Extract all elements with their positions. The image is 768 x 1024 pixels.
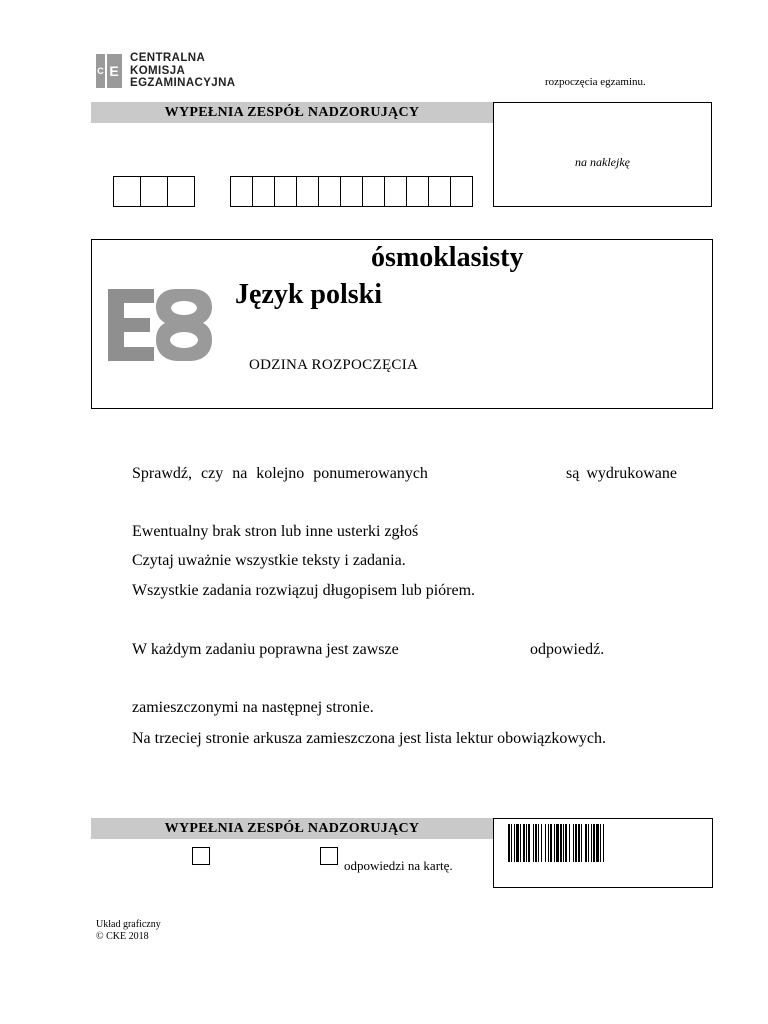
barcode-bar: [593, 824, 595, 862]
instruction-line-3: Czytaj uważnie wszystkie teksty i zadania.: [132, 552, 406, 569]
pesel-cell[interactable]: [296, 176, 319, 207]
barcode-bar: [528, 824, 530, 862]
instruction-line-5-end: odpowiedź.: [530, 641, 605, 658]
barcode-bar: [514, 824, 515, 862]
pesel-cells[interactable]: [230, 176, 473, 207]
barcode-bar: [548, 824, 549, 862]
barcode-icon: [508, 824, 698, 862]
barcode-bar: [588, 824, 589, 862]
code-cell[interactable]: [140, 176, 168, 207]
barcode-bar: [523, 824, 525, 862]
barcode-bar: [569, 824, 570, 862]
barcode-bar: [533, 824, 534, 862]
supervisor-bar-top: WYPEŁNIA ZESPÓŁ NADZORUJĄCY: [91, 102, 493, 123]
exam-subject: Język polski: [235, 279, 383, 310]
supervisor-bar-bottom: WYPEŁNIA ZESPÓŁ NADZORUJĄCY: [91, 818, 493, 839]
barcode-bar: [596, 824, 599, 862]
sticker-label: na naklejkę: [575, 155, 630, 169]
pesel-cell[interactable]: [428, 176, 451, 207]
instruction-line-5-start: W każdym zadaniu poprawna jest zawsze: [132, 641, 399, 658]
instruction-line-7: Na trzeciej stronie arkusza zamieszczona jest lista lektur obowiązkowych.: [132, 730, 607, 747]
pesel-cell[interactable]: [274, 176, 297, 207]
barcode-bar: [538, 824, 539, 862]
barcode-bar: [535, 824, 537, 862]
barcode-bar: [508, 824, 510, 862]
footer-line-1: Układ graficzny: [96, 919, 161, 930]
e8-logo-icon: [106, 287, 214, 363]
pesel-cell[interactable]: [252, 176, 275, 207]
barcode-bar: [573, 824, 574, 862]
top-note: rozpoczęcia egzaminu.: [545, 76, 646, 88]
svg-text:E: E: [109, 63, 119, 79]
barcode-bar: [516, 824, 519, 862]
barcode-bar: [600, 824, 601, 862]
instruction-line-2: Ewentualny brak stron lub inne usterki zgłoś: [132, 523, 419, 540]
barcode-bar: [581, 824, 582, 862]
pesel-cell[interactable]: [340, 176, 363, 207]
cke-logo-icon: [96, 54, 122, 88]
exam-title: ósmoklasisty: [371, 242, 524, 273]
footer-line-2: © CKE 2018: [96, 931, 149, 942]
code-cell[interactable]: [167, 176, 195, 207]
pesel-cell[interactable]: [450, 176, 473, 207]
barcode-bar: [556, 824, 559, 862]
pesel-cell[interactable]: [384, 176, 407, 207]
barcode-bar: [585, 824, 587, 862]
student-code-cells[interactable]: [113, 176, 195, 207]
pesel-cell[interactable]: [362, 176, 385, 207]
barcode-bar: [511, 824, 512, 862]
barcode-bar: [560, 824, 562, 862]
barcode-bar: [545, 824, 546, 862]
barcode-bar: [550, 824, 552, 862]
barcode-bar: [526, 824, 527, 862]
dyslexia-checkbox[interactable]: [192, 847, 210, 865]
logo-line-3: EGZAMINACYJNA: [130, 77, 236, 89]
footer: [96, 919, 161, 943]
instruction-line-1-start: Sprawdź, czy na kolejno ponumerowanych: [132, 465, 428, 482]
cke-logo-text: [130, 52, 236, 90]
logo-line-1: CENTRALNA: [130, 52, 206, 64]
logo-line-2: KOMISJA: [130, 64, 186, 77]
barcode-bar: [575, 824, 577, 862]
barcode-bar: [520, 824, 521, 862]
barcode-bar: [565, 824, 567, 862]
instruction-line-6: zamieszczonymi na następnej stronie.: [132, 699, 374, 716]
instruction-line-1-end: są wydrukowane: [566, 465, 677, 482]
instruction-line-4: Wszystkie zadania rozwiązuj długopisem lub piórem.: [132, 582, 476, 599]
barcode-bar: [578, 824, 580, 862]
pesel-cell[interactable]: [230, 176, 253, 207]
pesel-cell[interactable]: [406, 176, 429, 207]
barcode-bar: [603, 824, 604, 862]
start-hour-label: ODZINA ROZPOCZĘCIA: [249, 357, 419, 373]
svg-text:C: C: [97, 66, 104, 76]
barcode-bar: [563, 824, 564, 862]
barcode-bar: [591, 824, 592, 862]
barcode-bar: [541, 824, 542, 862]
barcode-bar: [554, 824, 555, 862]
answer-transfer-label: odpowiedzi na kartę.: [344, 858, 453, 873]
code-cell[interactable]: [113, 176, 141, 207]
answer-transfer-checkbox[interactable]: [320, 847, 338, 865]
pesel-cell[interactable]: [318, 176, 341, 207]
